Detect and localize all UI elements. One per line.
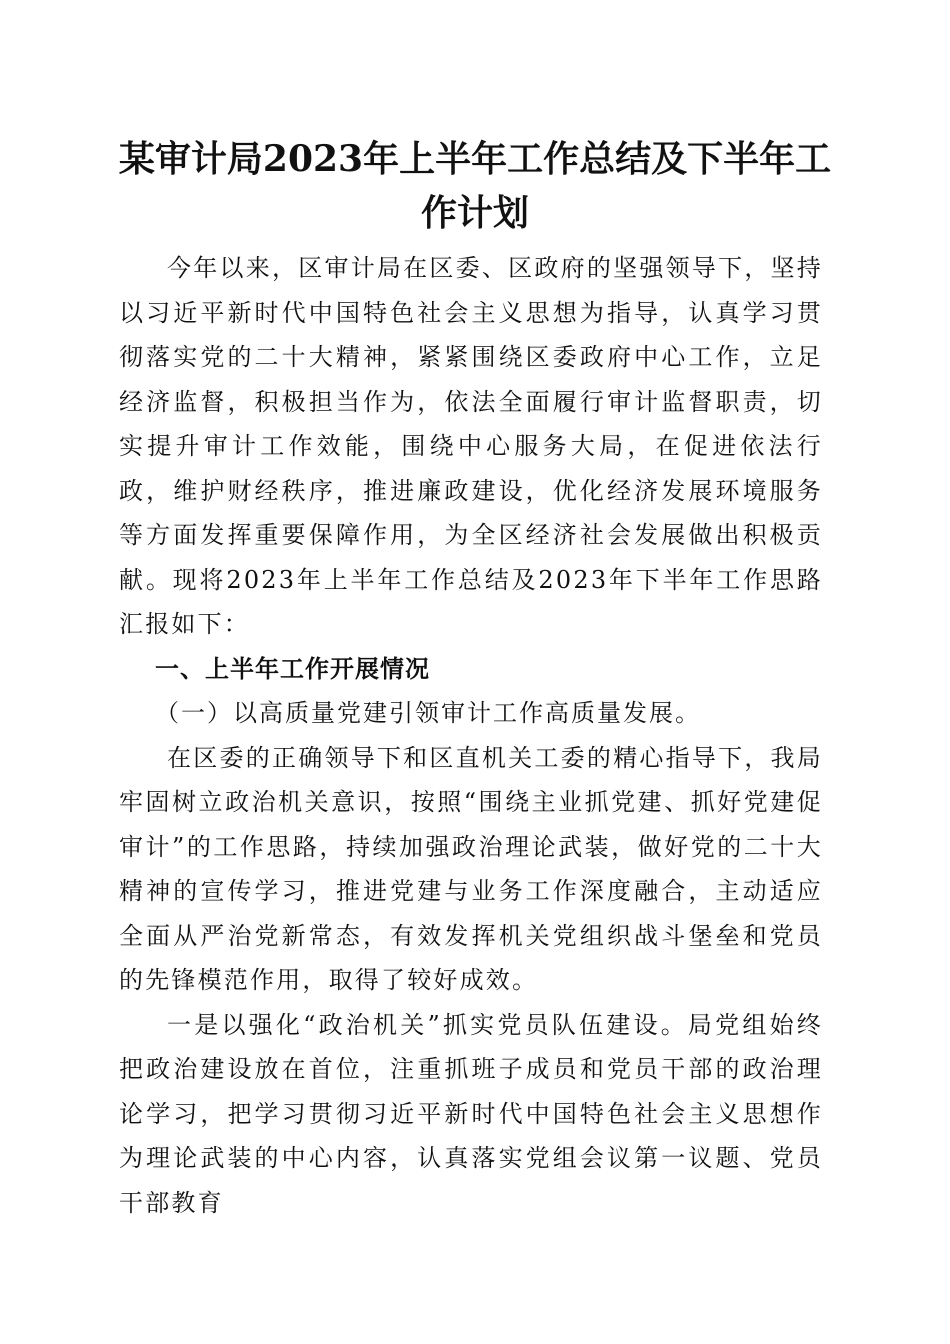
document-body	[119, 246, 823, 1225]
intro-paragraph: 今年以来，区审计局在区委、区政府的坚强领导下，坚持以习近平新时代中国特色社会主义思想为指导，认真学习贯彻落实党的二十大精神，紧紧围绕区委政府中心工作，立足经济监督，积极担当作为，依法全面履行审计监督职责，切实提升审计工作效能，围绕中心服务大局，在促进依法行政，维护财经秩序，推进廉政建设，优化经济发展环境服务等方面发挥重要保障作用，为全区经济社会发展做出积极贡献。现将2023年上半年工作总结及2023年下半年工作思路汇报如下：	[119, 254, 823, 638]
document-title: 某审计局2023年上半年工作总结及下半年工作计划	[118, 138, 832, 234]
body-paragraph-2: 在区委的正确领导下和区直机关工委的精心指导下，我局牢固树立政治机关意识，按照“围绕主业抓党建、抓好党建促审计”的工作思路，持续加强政治理论武装，做好党的二十大精神的宣传学习，推进党建与业务工作深度融合，主动适应全面从严治党新常态，有效发挥机关党组织战斗堡垒和党员的先锋模范作用，取得了较好成效。	[119, 743, 823, 994]
section-heading: 一、上半年工作开展情况	[155, 654, 430, 683]
body-paragraph-3: 一是以强化“政治机关”抓实党员队伍建设。局党组始终把政治建设放在首位，注重抓班子成员和党员干部的政治理论学习，把学习贯彻习近平新时代中国特色社会主义思想作为理论武装的中心内容，认真落实党组会议第一议题、党员干部教育	[119, 1010, 823, 1217]
subsection-heading: （一）以高质量党建引领审计工作高质量发展。	[155, 699, 701, 727]
